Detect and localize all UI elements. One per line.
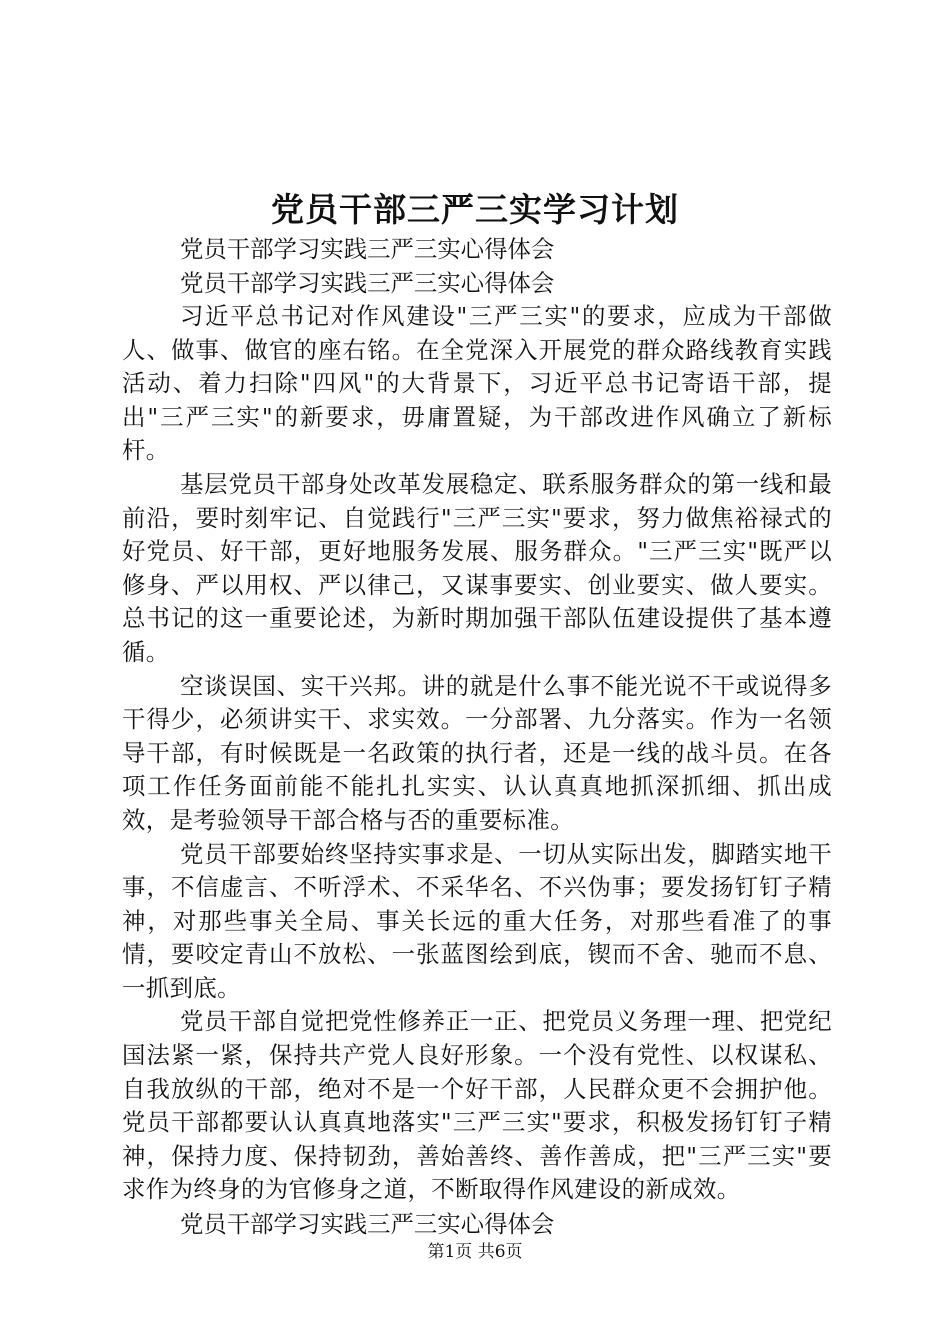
paragraph: 空谈误国、实干兴邦。讲的就是什么事不能光说不干或说得多干得少，必须讲实干、求实效。一分部署、九分落实。作为一名领导干部，有时候既是一名政策的执行者，还是一线的战斗员。在各项工作任务面前能不能扎扎实实、认认真真地抓深抓细、抓出成效，是考验领导干部合格与否的重要标准。 [122,671,832,834]
document-title: 党员干部三严三实学习计划 [271,190,679,229]
subheading: 党员干部学习实践三严三实心得体会 [180,235,555,263]
subheading: 党员干部学习实践三严三实心得体会 [180,269,555,297]
paragraph: 习近平总书记对作风建设"三严三实"的要求，应成为干部做人、做事、做官的座右铭。在全党深入开展党的群众路线教育实践活动、着力扫除"四风"的大背景下，习近平总书记寄语干部，提出"三严三实"的新要求，毋庸置疑，为干部改进作风确立了新标杆。 [122,302,832,465]
paragraph: 党员干部要始终坚持实事求是、一切从实际出发，脚踏实地干事，不信虚言、不听浮术、不采华名、不兴伪事；要发扬钉钉子精神，对那些事关全局、事关长远的重大任务，对那些看准了的事情，要咬定青山不放松、一张蓝图绘到底，锲而不舍、驰而不息、一抓到底。 [122,839,832,1002]
document-body [122,232,832,1241]
subheading: 党员干部学习实践三严三实心得体会 [180,1210,555,1239]
paragraph: 基层党员干部身处改革发展稳定、联系服务群众的第一线和最前沿，要时刻牢记、自觉践行"三严三实"要求，努力做焦裕禄式的好党员、好干部，更好地服务发展、服务群众。"三严三实"既严以修身、严以用权、严以律己，又谋事要实、创业要实、做人要实。总书记的这一重要论述，为新时期加强干部队伍建设提供了基本遵循。 [122,469,832,666]
paragraph: 党员干部自觉把党性修养正一正、把党员义务理一理、把党纪国法紧一紧，保持共产党人良好形象。一个没有党性、以权谋私、自我放纵的干部，绝对不是一个好干部，人民群众更不会拥护他。党员干部都要认认真真地落实"三严三实"要求，积极发扬钉钉子精神，保持力度、保持韧劲，善始善终、善作善成，把"三严三实"要求作为终身的为官修身之道，不断取得作风建设的新成效。 [122,1007,832,1204]
page-footer: 第1页 共6页 [427,1242,523,1262]
